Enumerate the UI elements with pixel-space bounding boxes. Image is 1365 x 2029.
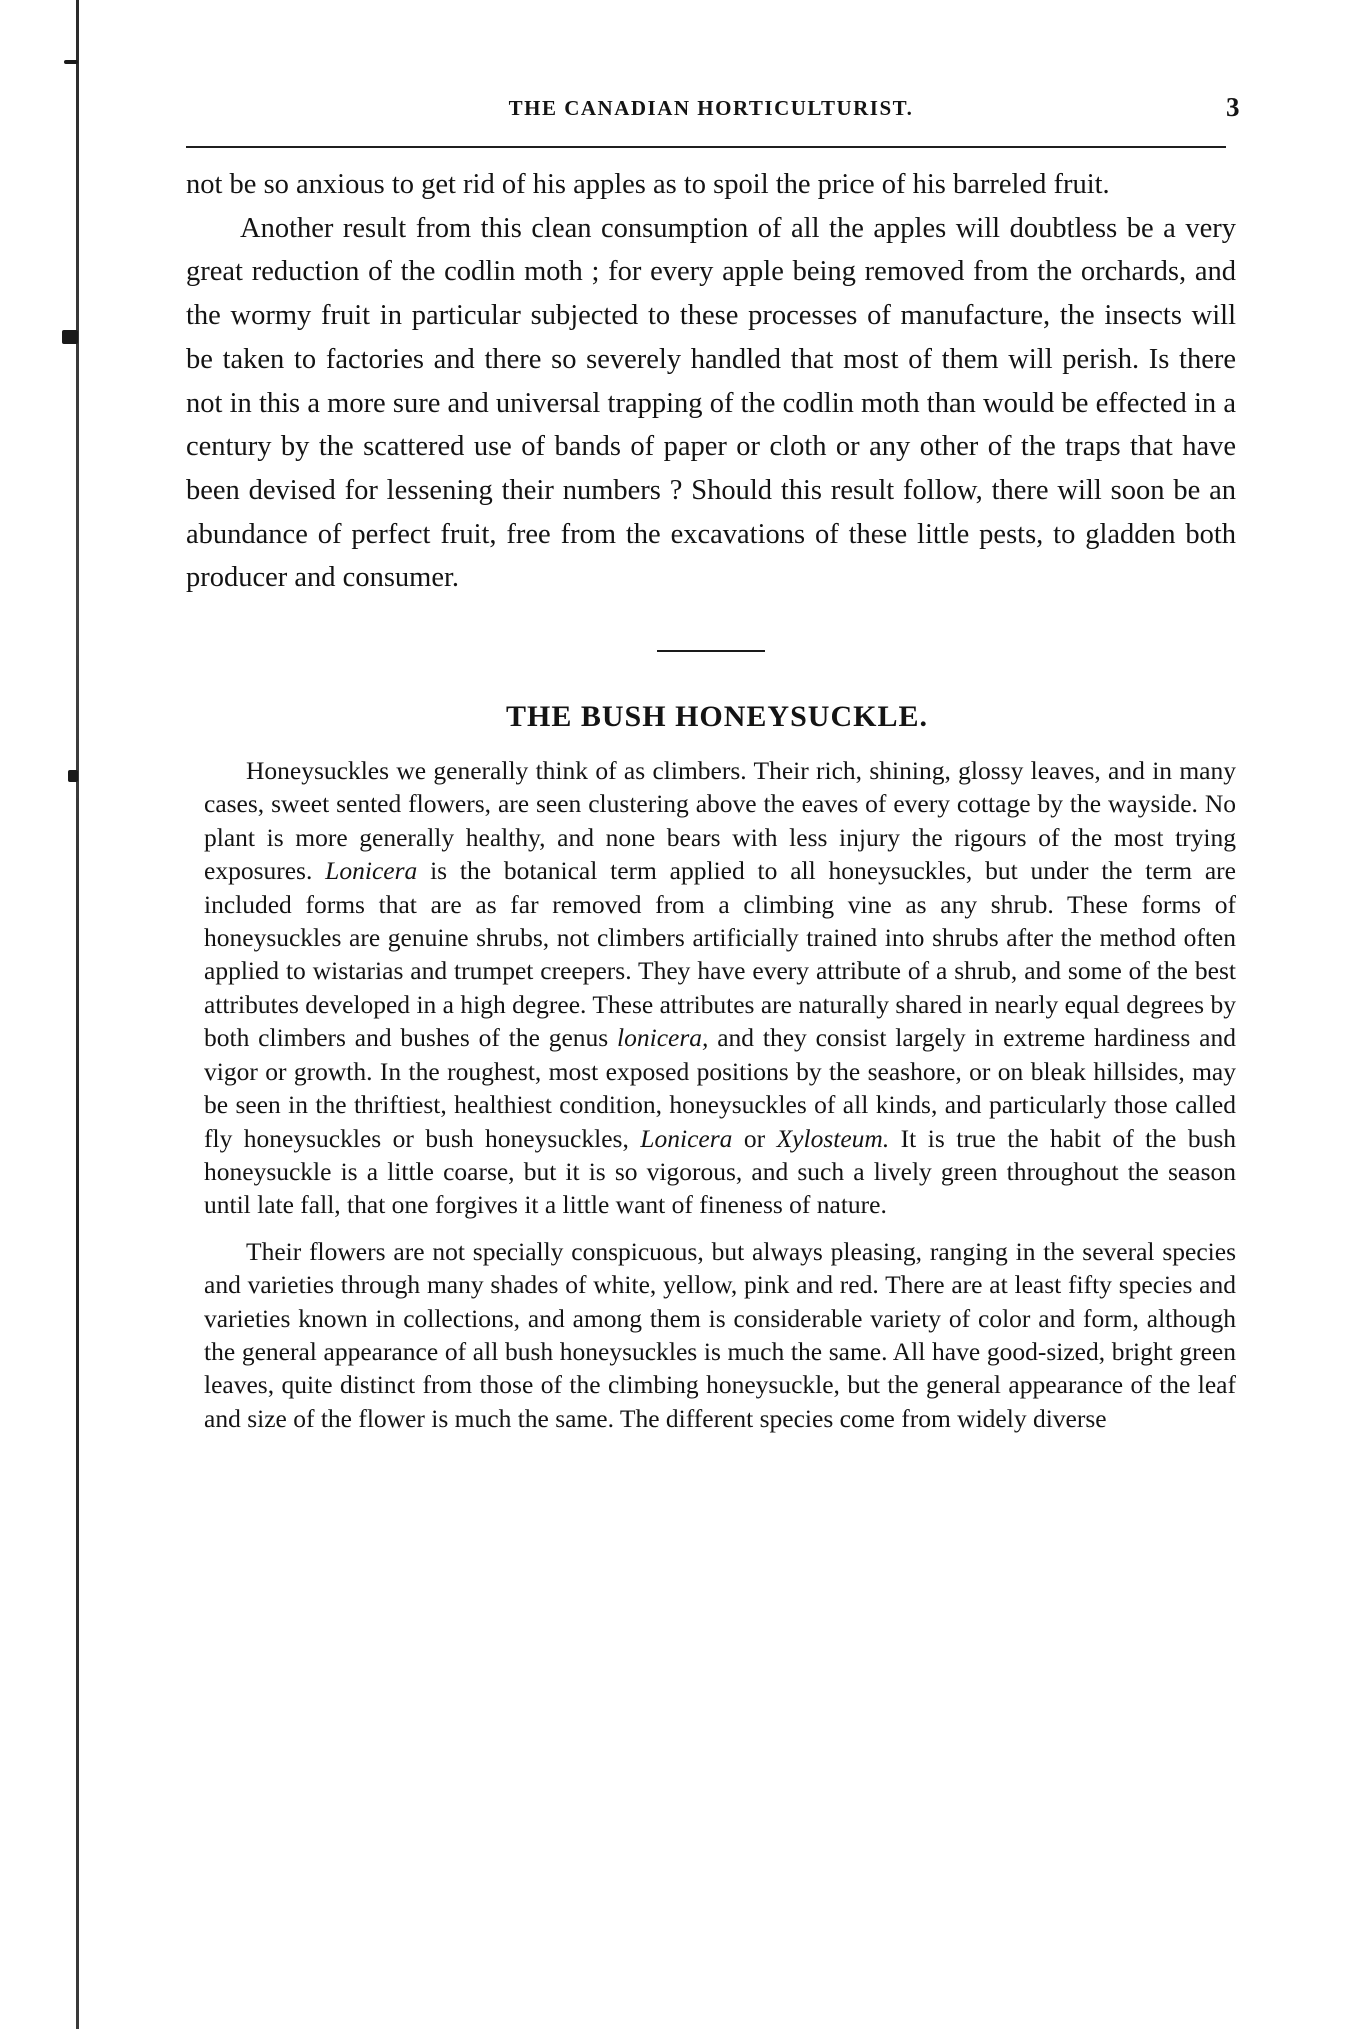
page-binding-edge (60, 0, 90, 2029)
running-title: THE CANADIAN HORTICULTURIST. (508, 96, 914, 120)
section-divider (657, 650, 765, 652)
running-head (186, 92, 1241, 132)
header-rule (186, 146, 1226, 148)
page (186, 92, 1241, 1435)
italic-term: lonicera, (617, 1023, 709, 1053)
italic-term: Lonicera (640, 1123, 733, 1153)
italic-term: Lonicera (325, 856, 418, 886)
italic-term: Xylosteum. (776, 1123, 890, 1153)
binding-mark (68, 770, 78, 782)
paragraph-continuation: not be so anxious to get rid of his apples as to spoil the price of his barreled fruit. (186, 169, 1110, 200)
paragraph-honeysuckle-intro: Honeysuckles we generally think of as climbers. Their rich, shining, glossy leaves, and in many cases, sweet sented flowers, are seen clustering above the eaves of every cottage by the wayside. No plant is more generally healthy, and none bears with less injury the rigours of the most trying exposures. Lonicera is the botanical term applied to all honeysuckles, but under the term are included forms that are as far removed from a climbing vine as any shrub. These forms of honeysuckles are genuine shrubs, not climbers artificially trained into shrubs after the method often applied to wistarias and trumpet creepers. They have every attribute of a shrub, and some of the best attributes developed in a high degree. These attributes are naturally shared in nearly equal degrees by both climbers and bushes of the genus lonicera, and they consist largely in extreme hardiness and vigor or growth. In the roughest, most exposed positions by the seashore, or on bleak hillsides, may be seen in the thriftiest, healthiest condition, honeysuckles of all kinds, and particularly those called fly honeysuckles or bush honeysuckles, Lonicera or Xylosteum. It is true the habit of the bush honeysuckle is a little coarse, but it is so vigorous, and such a lively green throughout the season until late fall, that one forgives it a little want of fineness of nature. (204, 756, 1236, 1220)
binding-line (76, 0, 79, 2029)
page-number: 3 (1226, 92, 1241, 122)
binding-mark (62, 330, 78, 344)
paragraph-honeysuckle-flowers: Their flowers are not specially conspicuous, but always pleasing, ranging in the several species and varieties through many shades of white, yellow, pink and red. There are at least fifty species and varieties known in collections, and among them is considerable variety of color and form, although the general appearance of all bush honeysuckles is much the same. All have good-sized, bright green leaves, quite distinct from those of the climbing honeysuckle, but the general appearance of the leaf and size of the flower is much the same. The different species come from widely diverse (204, 1236, 1236, 1433)
binding-mark (64, 60, 78, 64)
paragraph-codlin-moth: Another result from this clean consumption of all the apples will doubtless be a very great reduction of the codlin moth ; for every apple being removed from the orchards, and the wormy fruit in particular subjected to these processes of manufacture, the insects will be taken to factories and there so severely handled that most of them will perish. Is there not in this a more sure and universal trapping of the codlin moth than would be effected in a century by the scattered use of bands of paper or cloth or any other of the traps that have been devised for lessening their numbers ? Should this result follow, there will soon be an abundance of perfect fruit, free from the excavations of these little pests, to gladden both producer and consumer. (186, 212, 1236, 594)
section-title: THE BUSH HONEYSUCKLE. (506, 700, 928, 734)
